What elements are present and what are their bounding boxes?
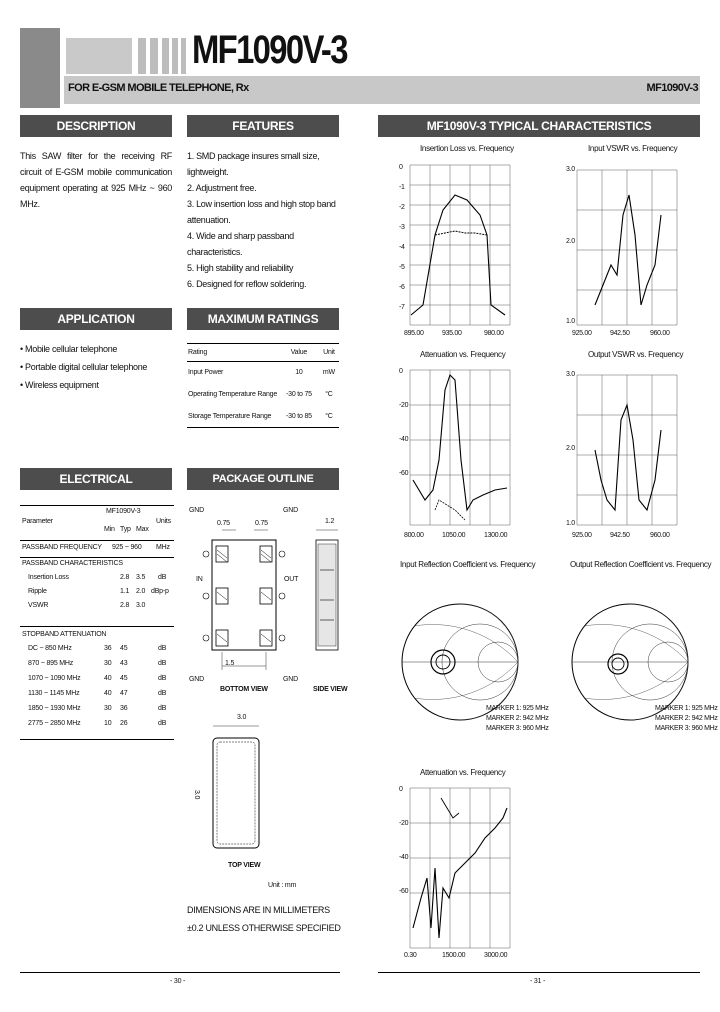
y-tick: 2.0 xyxy=(566,445,575,452)
top-view-drawing xyxy=(205,722,265,862)
cell: 3.0 xyxy=(136,602,146,609)
features-heading: FEATURES xyxy=(187,115,339,137)
electrical-heading: ELECTRICAL PERFORMANCE xyxy=(20,468,172,490)
cell: Insertion Loss xyxy=(28,574,69,581)
cell: 45 xyxy=(120,645,128,652)
cell: dBp-p xyxy=(151,588,169,595)
x-tick: 942.50 xyxy=(610,330,630,337)
cell: 40 xyxy=(104,690,112,697)
col-header: Value xyxy=(290,349,308,356)
chart-title: Insertion Loss vs. Frequency xyxy=(420,144,514,153)
pkg-dim-label: 0.75 xyxy=(217,520,230,527)
cell: 2775 ~ 2850 MHz xyxy=(28,720,81,727)
attenuation-wide-chart xyxy=(395,778,515,958)
y-tick: 3.0 xyxy=(566,166,575,173)
y-tick: -2 xyxy=(399,204,405,211)
cell: dB xyxy=(158,675,167,682)
cell: 30 xyxy=(104,660,112,667)
header-subtitle: FOR E-GSM MOBILE TELEPHONE, Rx xyxy=(68,82,249,94)
smith-marker-note: MARKER 3: 960 MHz xyxy=(655,725,718,732)
y-tick: -40 xyxy=(399,436,409,443)
cell: 1070 ~ 1090 MHz xyxy=(28,675,81,682)
passband-label: PASSBAND FREQUENCY xyxy=(22,544,102,551)
pkg-dim-label: 3.0 xyxy=(237,714,247,721)
y-tick: -1 xyxy=(399,184,405,191)
smith-marker-note: MARKER 2: 942 MHz xyxy=(486,715,549,722)
pkg-gnd-label: GND xyxy=(283,676,298,683)
side-view-label: SIDE VIEW xyxy=(313,686,348,693)
cell: 2.0 xyxy=(136,588,146,595)
header-stripes xyxy=(66,38,188,74)
y-tick: -6 xyxy=(399,284,405,291)
input-vswr-chart xyxy=(565,155,685,340)
units-header: Units xyxy=(156,518,171,525)
passband-char-label: PASSBAND CHARACTERISTICS xyxy=(22,560,123,567)
x-tick: 925.00 xyxy=(572,532,592,539)
x-tick: 0.30 xyxy=(404,952,417,959)
features-list xyxy=(187,148,341,292)
min-header: Min xyxy=(104,526,115,533)
col-header: Unit xyxy=(323,349,335,356)
y-tick: -4 xyxy=(399,244,405,251)
x-tick: 1300.00 xyxy=(484,532,508,539)
cell: 40 xyxy=(104,675,112,682)
page-number-left: - 30 - xyxy=(170,978,186,985)
y-tick: 3.0 xyxy=(566,371,575,378)
pkg-dim-label: 0.75 xyxy=(255,520,268,527)
attenuation-chart xyxy=(395,360,515,540)
pkg-in-label: IN xyxy=(196,576,203,583)
pkg-out-label: OUT xyxy=(284,576,299,583)
x-tick: 3000.00 xyxy=(484,952,508,959)
y-tick: -7 xyxy=(399,304,405,311)
y-tick: -20 xyxy=(399,402,409,409)
y-tick: 1.0 xyxy=(566,520,575,527)
typical-heading: MF1090V-3 TYPICAL CHARACTERISTICS xyxy=(378,115,700,137)
bottom-view-drawing xyxy=(186,500,346,700)
application-heading: APPLICATION xyxy=(20,308,172,330)
cell: dB xyxy=(158,645,167,652)
chart-title: Attenuation vs. Frequency xyxy=(420,350,506,359)
table-row xyxy=(20,588,174,602)
group-header: MF1090V-3 xyxy=(106,508,141,515)
smith-marker-note: MARKER 1: 925 MHz xyxy=(486,705,549,712)
y-tick: 0 xyxy=(399,368,403,375)
cell: dB xyxy=(158,720,167,727)
page-title: MF1090V-3 xyxy=(192,28,347,72)
y-tick: -3 xyxy=(399,224,405,231)
x-tick: 895.00 xyxy=(404,330,424,337)
stopband-label: STOPBAND ATTENUATION xyxy=(22,631,107,638)
chart-title: Input Reflection Coefficient vs. Frequency xyxy=(400,560,536,569)
pkg-dim-label: 1.2 xyxy=(325,518,335,525)
cell: -30 to 85 xyxy=(286,412,312,420)
y-tick: 1.0 xyxy=(566,318,575,325)
max-ratings-table xyxy=(187,343,339,428)
cell: -30 to 75 xyxy=(286,391,312,398)
x-tick: 942.50 xyxy=(610,532,630,539)
cell: 43 xyxy=(120,660,128,667)
x-tick: 980.00 xyxy=(484,330,504,337)
cell: 870 ~ 895 MHz xyxy=(28,660,74,667)
application-item: • Portable digital cellular telephone xyxy=(20,362,148,372)
pkg-gnd-label: GND xyxy=(189,507,204,514)
pkg-gnd-label: GND xyxy=(283,507,298,514)
cell: 2.8 xyxy=(120,574,130,581)
footer-rule-right xyxy=(378,972,700,973)
pkg-dim-label: 3.0 xyxy=(193,790,200,800)
cell: dB xyxy=(158,660,167,667)
chart-title: Attenuation vs. Frequency xyxy=(420,768,506,777)
y-tick: 0 xyxy=(399,786,403,793)
electrical-table xyxy=(20,505,174,740)
param-header: Parameter xyxy=(22,518,53,525)
cell: 1.1 xyxy=(120,588,130,595)
header-logo-block xyxy=(20,28,60,108)
output-vswr-chart xyxy=(565,360,685,540)
y-tick: 2.0 xyxy=(566,238,575,245)
table-row xyxy=(20,574,174,588)
application-list xyxy=(20,340,147,394)
top-view-label: TOP VIEW xyxy=(228,862,261,869)
description-text: This SAW filter for the receiving RF circuit of E-GSM mobile communication equipment operating at 925 MHz ~ 960 MHz. xyxy=(20,151,172,209)
x-tick: 960.00 xyxy=(650,532,670,539)
x-tick: 925.00 xyxy=(572,330,592,337)
dimension-note: DIMENSIONS ARE IN MILLIMETERS xyxy=(187,905,330,915)
x-tick: 960.00 xyxy=(650,330,670,337)
table-row xyxy=(20,602,174,616)
smith-marker-note: MARKER 1: 925 MHz xyxy=(655,705,718,712)
feature-item: 6. Designed for reflow soldering. xyxy=(187,279,307,289)
cell: 2.8 xyxy=(120,602,130,609)
cell: °C xyxy=(325,412,333,420)
unit-label: Unit : mm xyxy=(268,882,297,889)
chart-title: Output VSWR vs. Frequency xyxy=(588,350,684,359)
cell: 36 xyxy=(120,705,128,712)
x-tick: 1500.00 xyxy=(442,952,466,959)
cell: VSWR xyxy=(28,602,49,609)
cell: Storage Temperature Range xyxy=(188,412,272,420)
cell: DC ~ 850 MHz xyxy=(28,645,72,652)
cell: mW xyxy=(322,369,335,377)
page-number-right: - 31 - xyxy=(530,978,546,985)
cell: dB xyxy=(158,690,167,697)
application-item: • Mobile cellular telephone xyxy=(20,344,118,354)
y-tick: -40 xyxy=(399,854,409,861)
feature-item: 3. Low insertion loss and high stop band attenuation. xyxy=(187,199,336,225)
cell: 1130 ~ 1145 MHz xyxy=(28,690,80,697)
table-row xyxy=(187,406,339,428)
y-tick: -20 xyxy=(399,820,409,827)
chart-title: Input VSWR vs. Frequency xyxy=(588,144,678,153)
cell: 30 xyxy=(104,705,112,712)
table-row xyxy=(187,384,339,406)
bottom-view-label: BOTTOM VIEW xyxy=(220,686,268,693)
col-header: Rating xyxy=(188,349,208,356)
cell: Operating Temperature Range xyxy=(188,391,278,398)
y-tick: -60 xyxy=(399,470,409,477)
x-tick: 1050.00 xyxy=(442,532,466,539)
max-header: Max xyxy=(136,526,149,533)
typ-header: Typ xyxy=(120,526,131,533)
y-tick: -5 xyxy=(399,264,405,271)
cell: 47 xyxy=(120,690,128,697)
feature-item: 5. High stability and reliability xyxy=(187,263,294,273)
package-heading: PACKAGE OUTLINE DIMENSIONS xyxy=(187,468,339,490)
cell: °C xyxy=(325,391,333,398)
cell: 26 xyxy=(120,720,128,727)
cell: 36 xyxy=(104,645,112,652)
tolerance-note: ±0.2 UNLESS OTHERWISE SPECIFIED xyxy=(187,923,341,933)
smith-marker-note: MARKER 3: 960 MHz xyxy=(486,725,549,732)
y-tick: 0 xyxy=(399,164,403,171)
chart-title: Output Reflection Coefficient vs. Frequency xyxy=(570,560,712,569)
application-item: • Wireless equipment xyxy=(20,380,99,390)
cell: 3.5 xyxy=(136,574,146,581)
feature-item: 2. Adjustment free. xyxy=(187,183,257,193)
cell: 45 xyxy=(120,675,128,682)
max-ratings-heading: MAXIMUM RATINGS xyxy=(187,308,339,330)
pkg-gnd-label: GND xyxy=(189,676,204,683)
header-right-part: MF1090V-3 xyxy=(646,82,698,94)
cell: dB xyxy=(158,705,167,712)
x-tick: 935.00 xyxy=(442,330,462,337)
insertion-loss-chart xyxy=(395,155,515,340)
footer-rule-left xyxy=(20,972,340,973)
pkg-dim-label: 1.5 xyxy=(225,660,235,667)
table-row xyxy=(187,362,339,384)
cell: 1850 ~ 1930 MHz xyxy=(28,705,81,712)
cell: Ripple xyxy=(28,588,47,595)
description-heading: DESCRIPTION xyxy=(20,115,172,137)
cell: 10 xyxy=(104,720,112,727)
x-tick: 800.00 xyxy=(404,532,424,539)
passband-value: 925 ~ 960 xyxy=(112,544,142,551)
passband-unit: MHz xyxy=(156,544,170,551)
feature-item: 4. Wide and sharp passband characteristics. xyxy=(187,231,294,257)
cell: dB xyxy=(158,574,167,581)
y-tick: -60 xyxy=(399,888,409,895)
cell: Input Power xyxy=(188,369,224,377)
feature-item: 1. SMD package insures small size, lightweight. xyxy=(187,151,320,177)
smith-marker-note: MARKER 2: 942 MHz xyxy=(655,715,718,722)
cell: 10 xyxy=(295,369,303,377)
